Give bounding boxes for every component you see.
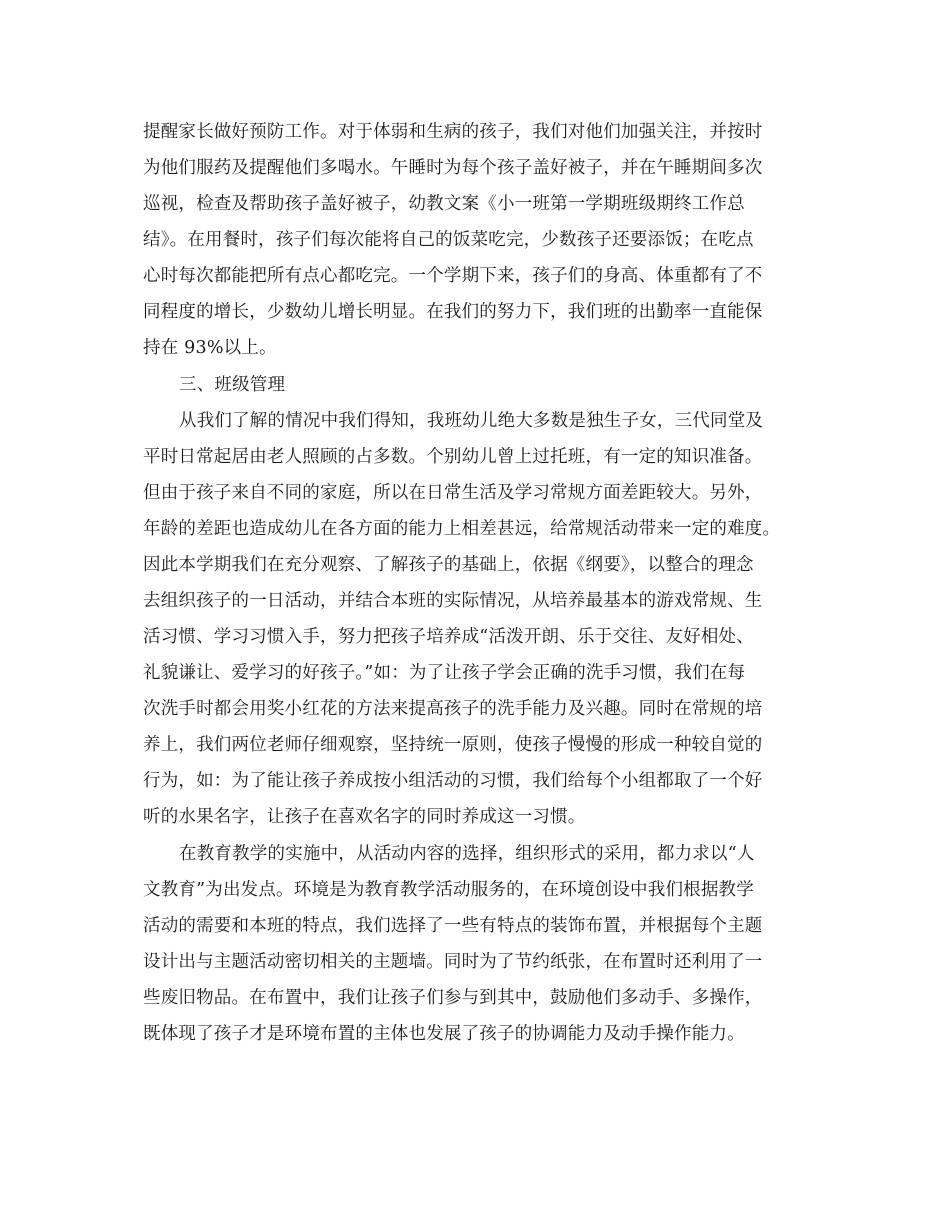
- text-line: 因此本学期我们在充分观察、了解孩子的基础上，依据《纲要》，以整合的理念: [143, 555, 754, 575]
- text-line: 持在 93%以上。: [143, 338, 277, 358]
- text-line: 次洗手时都会用奖小红花的方法来提高孩子的洗手能力及兴趣。同时在常规的培: [143, 699, 763, 719]
- text-line: 活习惯、学习习惯入手，努力把孩子培养成“活泼开朗、乐于交往、友好相处、: [143, 627, 754, 647]
- text-line: 心时每次都能把所有点心都吃完。一个学期下来，孩子们的身高、体重都有了不: [143, 266, 763, 286]
- text-line: 听的水果名字，让孩子在喜欢名字的同时养成这一习惯。: [143, 807, 586, 827]
- text-line: 些废旧物品。在布置中，我们让孩子们参与到其中，鼓励他们多动手、多操作，: [143, 988, 763, 1008]
- text-line: 年龄的差距也造成幼儿在各方面的能力上相差甚远，给常规活动带来一定的难度。: [143, 519, 781, 539]
- text-line: 礼貌谦让、爱学习的好孩子。”如：为了让孩子学会正确的洗手习惯，我们在每: [143, 663, 746, 683]
- text-line: 平时日常起居由老人照顾的占多数。个别幼儿曾上过托班，有一定的知识准备。: [143, 447, 763, 467]
- text-line: 活动的需要和本班的特点，我们选择了一些有特点的装饰布置，并根据每个主题: [143, 916, 763, 936]
- text-line: 养上，我们两位老师仔细观察，坚持统一原则，使孩子慢慢的形成一种较自觉的: [143, 735, 763, 755]
- text-line: 为他们服药及提醒他们多喝水。午睡时为每个孩子盖好被子，并在午睡期间多次: [143, 158, 763, 178]
- text-line: 但由于孩子来自不同的家庭，所以在日常生活及学习常规方面差距较大。另外，: [143, 483, 763, 503]
- text-line: 在教育教学的实施中，从活动内容的选择，组织形式的采用，都力求以“人: [179, 844, 755, 864]
- text-line: 文教育”为出发点。环境是为教育教学活动服务的，在环境创设中我们根据教学: [143, 880, 754, 900]
- text-line: 既体现了孩子才是环境布置的主体也发展了孩子的协调能力及动手操作能力。: [143, 1024, 745, 1044]
- text-line: 去组织孩子的一日活动，并结合本班的实际情况，从培养最基本的游戏常规、生: [143, 591, 763, 611]
- text-line: 同程度的增长，少数幼儿增长明显。在我们的努力下，我们班的出勤率一直能保: [143, 302, 763, 322]
- text-line: 结》。在用餐时，孩子们每次能将自己的饭菜吃完，少数孩子还要添饭；在吃点: [143, 230, 754, 250]
- text-line: 从我们了解的情况中我们得知，我班幼儿绝大多数是独生子女，三代同堂及: [179, 411, 764, 431]
- text-line: 巡视，检查及帮助孩子盖好被子，幼教文案《小一班第一学期班级期终工作总: [143, 194, 745, 214]
- text-line: 行为，如：为了能让孩子养成按小组活动的习惯，我们给每个小组都取了一个好: [143, 771, 763, 791]
- text-line: 提醒家长做好预防工作。对于体弱和生病的孩子，我们对他们加强关注，并按时: [143, 122, 763, 142]
- text-line: 设计出与主题活动密切相关的主题墙。同时为了节约纸张，在布置时还利用了一: [143, 952, 763, 972]
- section-heading: 三、班级管理: [179, 375, 286, 395]
